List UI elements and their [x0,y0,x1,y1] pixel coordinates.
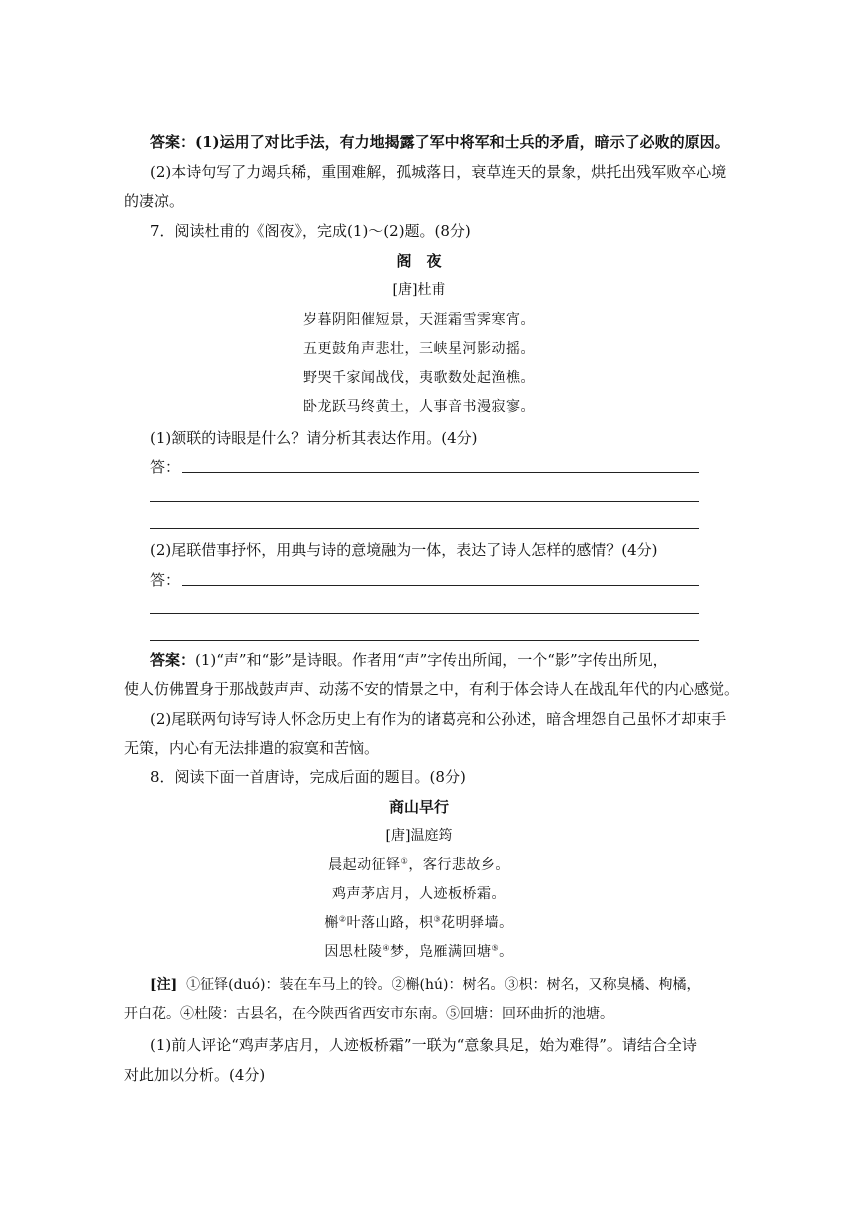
q7-poem-line-1: 岁暮阴阳催短景，天涯霜雪霁寒宵。 [303,312,535,328]
q7-poem-line-4: 卧龙跃马终黄土，人事音书漫寂寥。 [303,399,535,415]
answer-line[interactable] [182,585,699,586]
answer-line[interactable] [150,501,699,502]
q8-poem-line-3: 槲②叶落山路，枳③花明驿墙。 [324,914,514,931]
q8-poem-line-2: 鸡声茅店月，人迹板桥霜。 [332,886,506,902]
q6-answer-p2a: (2)本诗句写了力竭兵稀，重围难解，孤城落日，衰草连天的景象，烘托出残军败卒心境 [150,163,727,181]
q7-answer-p2b: 无策，内心有无法排遣的寂寞和苦恼。 [124,739,380,757]
q7-poem-line-2: 五更鼓角声悲壮，三峡星河影动摇。 [303,341,535,357]
q7-sub2: (2)尾联借事抒怀，用典与诗的意境融为一体，表达了诗人怎样的感情？(4分) [150,541,658,559]
answer-line[interactable] [182,472,699,473]
q8-sub1b: 对此加以分析。(4分) [124,1066,266,1084]
q7-poem-line-3: 野哭千家闻战伐，夷歌数处起渔樵。 [303,370,535,386]
q8-stem: 8．阅读下面一首唐诗，完成后面的题目。(8分) [150,768,466,786]
q7-poem-title: 阁 夜 [396,252,442,270]
q8-poem-author: [唐]温庭筠 [385,828,453,844]
q7-poem-author: [唐]杜甫 [392,282,446,298]
q8-sub1a: (1)前人评论“鸡声茅店月，人迹板桥霜”一联为“意象具足，始为难得”。请结合全诗 [150,1036,697,1054]
q6-answer-p1: 答案：(1)运用了对比手法，有力地揭露了军中将军和士兵的矛盾，暗示了必败的原因。 [150,133,730,151]
q7-sub2-answer-prompt: 答： [150,571,181,589]
q7-answer-p2a: (2)尾联两句诗写诗人怀念历史上有作为的诸葛亮和公孙述，暗含埋怨自己虽怀才却束手 [150,710,727,728]
q8-note-a: [注] ①征铎(duó)：装在车马上的铃。②槲(hú)：树名。③枳：树名，又称臭橘、枸橘， [150,977,701,993]
answer-line[interactable] [150,528,699,529]
q8-poem-title: 商山早行 [388,798,449,816]
q8-poem-line-4: 因思杜陵④梦，凫雁满回塘⑤。 [324,943,514,960]
q7-sub1: (1)颔联的诗眼是什么？请分析其表达作用。(4分) [150,429,478,447]
q8-note-b: 开白花。④杜陵：古县名，在今陕西省西安市东南。⑤回塘：回环曲折的池塘。 [124,1006,614,1022]
q8-poem-line-1: 晨起动征铎①，客行悲故乡。 [328,856,510,873]
answer-line[interactable] [150,613,699,614]
answer-line[interactable] [150,640,699,641]
q7-sub1-answer-prompt: 答： [150,458,181,476]
q6-answer-p2b: 的凄凉。 [124,192,185,210]
q7-stem: 7．阅读杜甫的《阁夜》，完成(1)～(2)题。(8分) [150,222,471,240]
q7-answer-p1b: 使人仿佛置身于那战鼓声声、动荡不安的情景之中，有利于体会诗人在战乱年代的内心感觉。 [124,680,740,698]
q7-answer-p1a: 答案：(1)“声”和“影”是诗眼。作者用“声”字传出所闻，一个“影”字传出所见， [150,651,668,669]
